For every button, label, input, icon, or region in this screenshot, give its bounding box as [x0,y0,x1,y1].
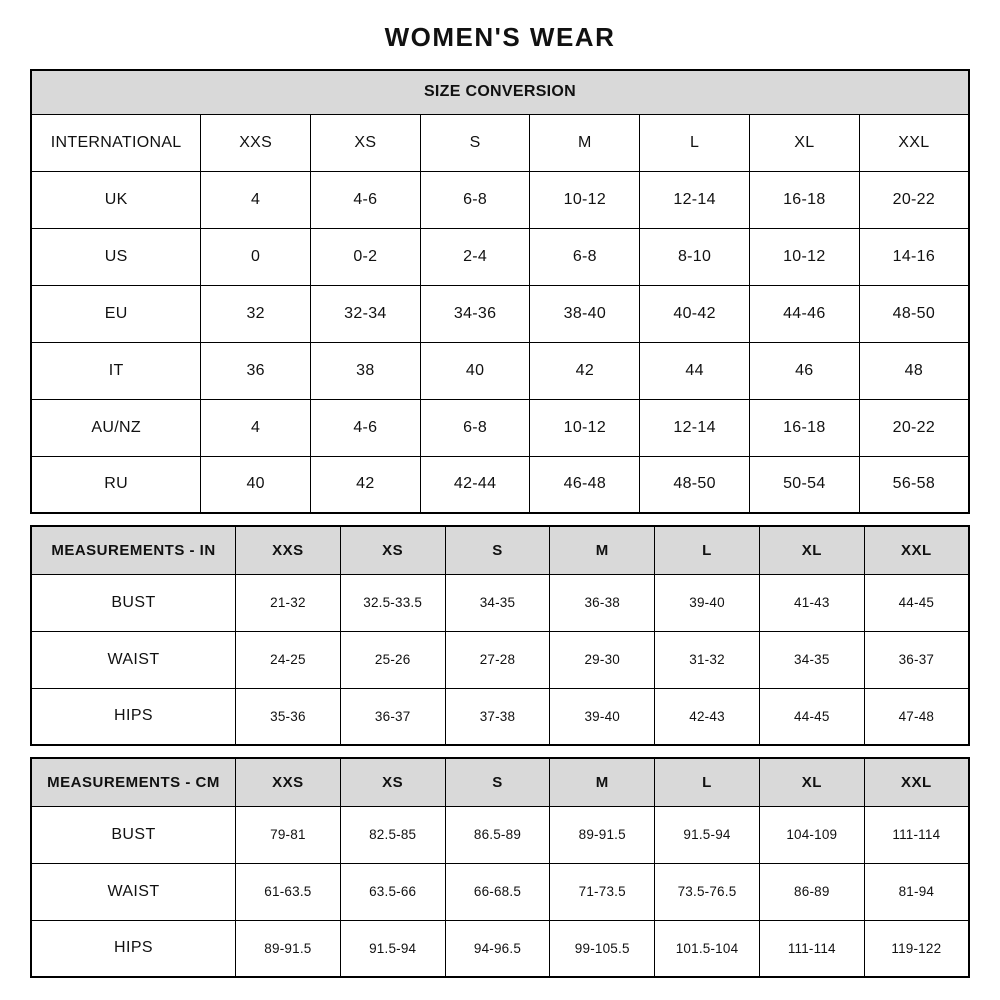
table-row [31,456,969,513]
measurements-cm-table [30,757,970,978]
cell: 48 [859,342,969,399]
cell: 4 [201,399,311,456]
cell: 39-40 [655,574,760,631]
cell: 31-32 [655,631,760,688]
column-header: XS [311,114,421,171]
table-row [31,806,969,863]
measurements-in-table [30,525,970,746]
row-label: HIPS [31,688,236,745]
size-conversion-banner-row [31,70,969,114]
cell: 44-45 [759,688,864,745]
row-label: BUST [31,806,236,863]
cell: 32 [201,285,311,342]
cell: 63.5-66 [340,863,445,920]
cell: 99-105.5 [550,920,655,977]
cell: 50-54 [749,456,859,513]
column-header: L [655,526,760,574]
cell: 89-91.5 [550,806,655,863]
cell: 2-4 [420,228,530,285]
measurements-cm-header-row [31,758,969,806]
cell: 38-40 [530,285,640,342]
cell: 44-46 [749,285,859,342]
table-row [31,920,969,977]
column-header: XL [759,758,864,806]
cell: 46 [749,342,859,399]
table-row [31,285,969,342]
cell: 6-8 [530,228,640,285]
cell: 94-96.5 [445,920,550,977]
cell: 12-14 [640,171,750,228]
cell: 101.5-104 [655,920,760,977]
cell: 37-38 [445,688,550,745]
cell: 25-26 [340,631,445,688]
cell: 40 [201,456,311,513]
cell: 47-48 [864,688,969,745]
cell: 79-81 [236,806,341,863]
row-label: IT [31,342,201,399]
table-row [31,863,969,920]
cell: 111-114 [759,920,864,977]
cell: 44 [640,342,750,399]
cell: 91.5-94 [655,806,760,863]
cell: 36-37 [340,688,445,745]
column-header: L [655,758,760,806]
column-header: S [445,526,550,574]
row-label: WAIST [31,631,236,688]
cell: 21-32 [236,574,341,631]
cell: 56-58 [859,456,969,513]
cell: 119-122 [864,920,969,977]
table-row [31,399,969,456]
cell: 36-38 [550,574,655,631]
table-row [31,342,969,399]
cell: 42-44 [420,456,530,513]
cell: 42 [311,456,421,513]
cell: 10-12 [530,399,640,456]
cell: 32-34 [311,285,421,342]
cell: 81-94 [864,863,969,920]
column-header: XXL [864,526,969,574]
column-header: M [550,758,655,806]
table-row [31,631,969,688]
cell: 36-37 [864,631,969,688]
cell: 4-6 [311,171,421,228]
size-conversion-header-row [31,114,969,171]
column-header: M [550,526,655,574]
column-header: XXL [864,758,969,806]
cell: 32.5-33.5 [340,574,445,631]
size-conversion-table [30,69,970,514]
cell: 24-25 [236,631,341,688]
cell: 6-8 [420,399,530,456]
cell: 48-50 [859,285,969,342]
cell: 40 [420,342,530,399]
column-header: L [640,114,750,171]
cell: 42-43 [655,688,760,745]
size-conversion-banner: SIZE CONVERSION [31,70,969,114]
cell: 34-36 [420,285,530,342]
cell: 71-73.5 [550,863,655,920]
row-label: AU/NZ [31,399,201,456]
cell: 91.5-94 [340,920,445,977]
table-row [31,228,969,285]
cell: 4-6 [311,399,421,456]
cell: 8-10 [640,228,750,285]
cell: 4 [201,171,311,228]
cell: 34-35 [445,574,550,631]
row-label: UK [31,171,201,228]
cell: 104-109 [759,806,864,863]
cell: 42 [530,342,640,399]
cell: 46-48 [530,456,640,513]
cell: 16-18 [749,171,859,228]
column-header: XXS [236,758,341,806]
cell: 20-22 [859,171,969,228]
column-header: INTERNATIONAL [31,114,201,171]
cell: 39-40 [550,688,655,745]
cell: 40-42 [640,285,750,342]
column-header: S [445,758,550,806]
column-header: M [530,114,640,171]
cell: 44-45 [864,574,969,631]
cell: 0 [201,228,311,285]
row-label: US [31,228,201,285]
table-row [31,688,969,745]
cell: 73.5-76.5 [655,863,760,920]
cell: 12-14 [640,399,750,456]
cell: 34-35 [759,631,864,688]
row-label: WAIST [31,863,236,920]
cell: 10-12 [530,171,640,228]
cell: 82.5-85 [340,806,445,863]
cell: 35-36 [236,688,341,745]
page-title: WOMEN'S WEAR [384,22,616,52]
column-header: XXS [236,526,341,574]
cell: 27-28 [445,631,550,688]
cell: 89-91.5 [236,920,341,977]
cell: 36 [201,342,311,399]
cell: 86.5-89 [445,806,550,863]
column-header: XS [340,526,445,574]
cell: 20-22 [859,399,969,456]
cell: 86-89 [759,863,864,920]
cell: 14-16 [859,228,969,285]
table-row [31,574,969,631]
cell: 0-2 [311,228,421,285]
column-header: XS [340,758,445,806]
measurements-in-header-row [31,526,969,574]
cell: 41-43 [759,574,864,631]
column-header: XL [749,114,859,171]
row-label: RU [31,456,201,513]
row-label: EU [31,285,201,342]
cell: 29-30 [550,631,655,688]
column-header: XXS [201,114,311,171]
column-header: XL [759,526,864,574]
column-header: MEASUREMENTS - CM [31,758,236,806]
row-label: BUST [31,574,236,631]
cell: 66-68.5 [445,863,550,920]
cell: 16-18 [749,399,859,456]
column-header: XXL [859,114,969,171]
cell: 38 [311,342,421,399]
column-header: MEASUREMENTS - IN [31,526,236,574]
cell: 111-114 [864,806,969,863]
cell: 48-50 [640,456,750,513]
table-row [31,171,969,228]
cell: 6-8 [420,171,530,228]
cell: 61-63.5 [236,863,341,920]
cell: 10-12 [749,228,859,285]
column-header: S [420,114,530,171]
row-label: HIPS [31,920,236,977]
